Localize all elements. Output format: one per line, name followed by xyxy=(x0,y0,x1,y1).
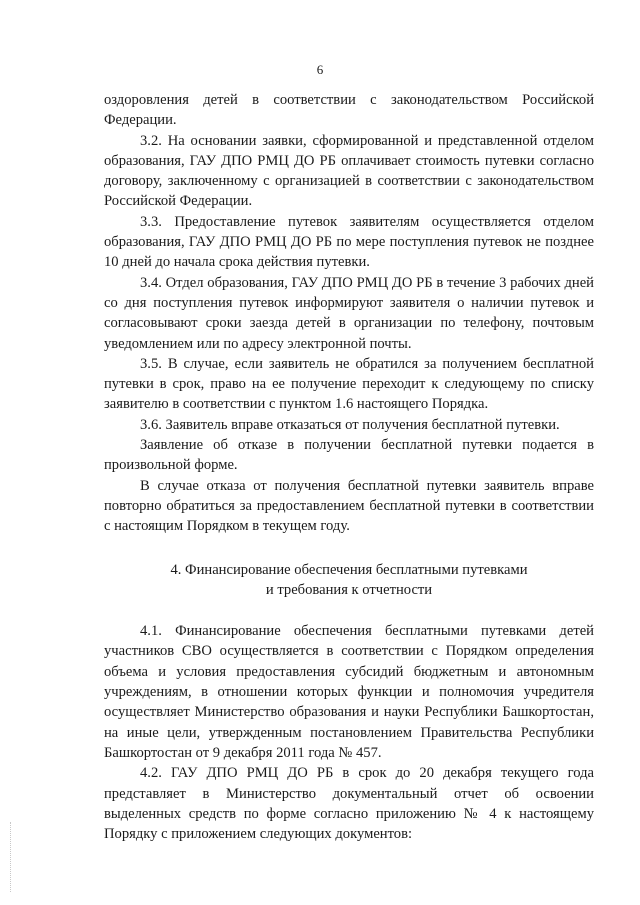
section-4-heading-line-2: и требования к отчетности xyxy=(265,581,433,598)
paragraph-p-4-1: 4.1. Финансирование обеспечения бесплатными путевками детей участников СВО осуществляется в соответствии с Порядком определения объема и условия предоставления субсидий бюджетным и автономным учреждениям, в отношении которых функции и полномочия учредителя осуществляет Министерство образования и науки Республики Башкортостан, на иные цели, утвержденным постановлением Правительства Республики Башкортостан от 9 декабря 2011 года № 457. xyxy=(104,623,594,761)
paragraph-p-3-4: 3.4. Отдел образования, ГАУ ДПО РМЦ ДО РБ в течение 3 рабочих дней со дня поступления путевок информируют заявителя о наличии путевок и согласовывают сроки заезда детей в организации по телефону, почтовым уведомлением или по адресу электронной почты. xyxy=(104,274,594,352)
paragraph-p-refusal-form: Заявление об отказе в получении бесплатной путевки подается в произвольной форме. xyxy=(104,437,594,474)
paragraphs-after-section xyxy=(104,621,594,844)
paragraph-p-3-3: 3.3. Предоставление путевок заявителям осуществляется отделом образования, ГАУ ДПО РМЦ ДО РБ по мере поступления путевок не позднее 10 дней до начала срока действия путевки. xyxy=(104,213,594,271)
paragraph-p-3-5: 3.5. В случае, если заявитель не обратился за получением бесплатной путевки в срок, право на ее получение переходит к следующему по списку заявителю в соответствии с пунктом 1.6 настоящего Порядка. xyxy=(104,355,594,413)
section-4-heading xyxy=(104,560,594,601)
paragraph-p-continuation: оздоровления детей в соответствии с законодательством Российской Федерации. xyxy=(104,92,594,129)
paragraphs-before-section xyxy=(104,90,594,537)
paragraph-p-4-2: 4.2. ГАУ ДПО РМЦ ДО РБ в срок до 20 декабря текущего года представляет в Министерство документальный отчет об освоении выделенных средств по форме согласно приложению № 4 к настоящему Порядку с приложением следующих документов: xyxy=(104,765,594,843)
margin-scan-marks xyxy=(10,822,15,892)
page-number: 6 xyxy=(316,62,324,77)
section-4-heading-line-1: 4. Финансирование обеспечения бесплатными путевками xyxy=(170,561,528,578)
paragraph-p-3-6: 3.6. Заявитель вправе отказаться от получения бесплатной путевки. xyxy=(140,416,560,433)
document-body xyxy=(104,90,594,844)
paragraph-p-3-2: 3.2. На основании заявки, сформированной и представленной отделом образования, ГАУ ДПО РМЦ ДО РБ оплачивает стоимость путевки согласно договору, заключенному с организацией в соответствии с законодательством Российской Федерации. xyxy=(104,132,594,210)
paragraph-p-repeat: В случае отказа от получения бесплатной путевки заявитель вправе повторно обратиться за предоставлением бесплатной путевки в соответствии с настоящим Порядком в текущем году. xyxy=(104,477,594,535)
